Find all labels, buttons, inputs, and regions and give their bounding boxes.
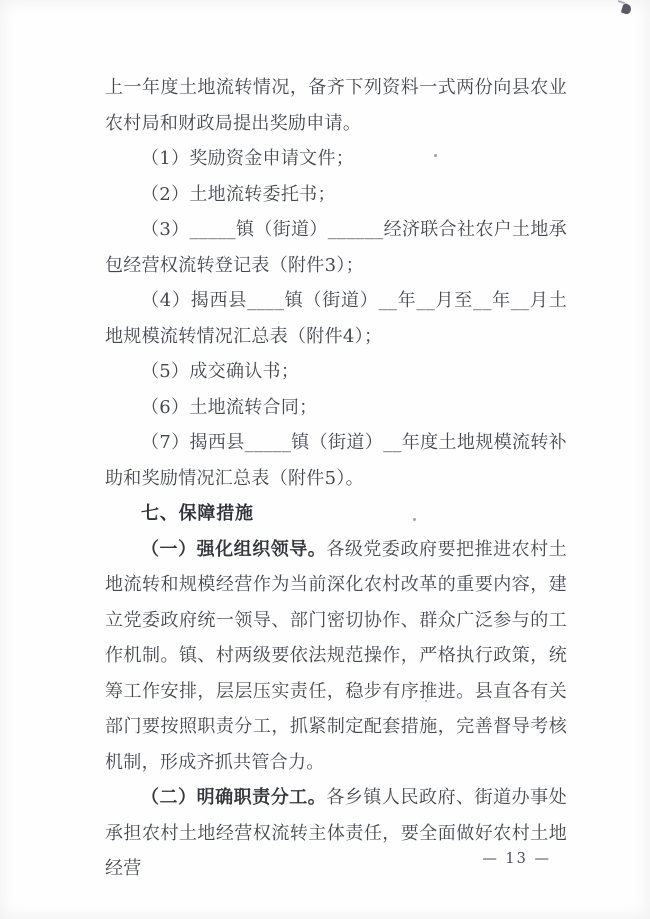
sub2-body: 各乡镇人民政府、街道办事处承担农村土地经营权流转主体责任，要全面做好农村土地经营 — [105, 787, 568, 879]
paragraph-sub1 — [105, 532, 567, 781]
paragraph-intro: 上一年度土地流转情况，备齐下列资料一式两份向县农业农村局和财政局提出奖励申请。 — [105, 77, 567, 134]
page-number: — 13 — — [482, 851, 551, 867]
list-item-5: （5）成交确认书； — [141, 361, 300, 382]
list-item-4: （4）揭西县____镇（街道）__年__月至__年__月土地规模流转情况汇总表（附件4）； — [105, 290, 567, 347]
paragraph-sub2 — [105, 780, 567, 887]
list-item-6: （6）土地流转合同； — [141, 396, 318, 418]
sub1-body: 各级党委政府要把推进农村土地流转和规模经营作为当前深化农村改革的重要内容，建立党委政府统一领导、部门密切协作、群众广泛参与的工作机制。镇、村两级要依法规范操作，严格执行政策，统筹工作安排，层层压实责任，稳步有序推进。县直各有关部门要按照职责分工，抓紧制定配套措施，完善督导考核机制，形成齐抓共管合力。 — [105, 538, 568, 773]
list-item-7: （7）揭西县_____镇（街道）__年度土地规模流转补助和奖励情况汇总表（附件5）。 — [105, 432, 567, 489]
list-item-1: （1）奖励资金申请文件； — [141, 148, 355, 169]
sub2-lead: （二）明确职责分工。 — [141, 787, 327, 808]
section-heading: 七、保障措施 — [141, 503, 254, 524]
sub1-lead: （一）强化组织领导。 — [141, 538, 327, 560]
list-item-3: （3）_____镇（街道）______经济联合社农户土地承包经营权流转登记表（附件3）； — [105, 219, 567, 276]
document-body — [105, 70, 567, 887]
scan-artifact-smudge — [621, 3, 633, 15]
list-item-2: （2）土地流转委托书； — [141, 183, 336, 205]
